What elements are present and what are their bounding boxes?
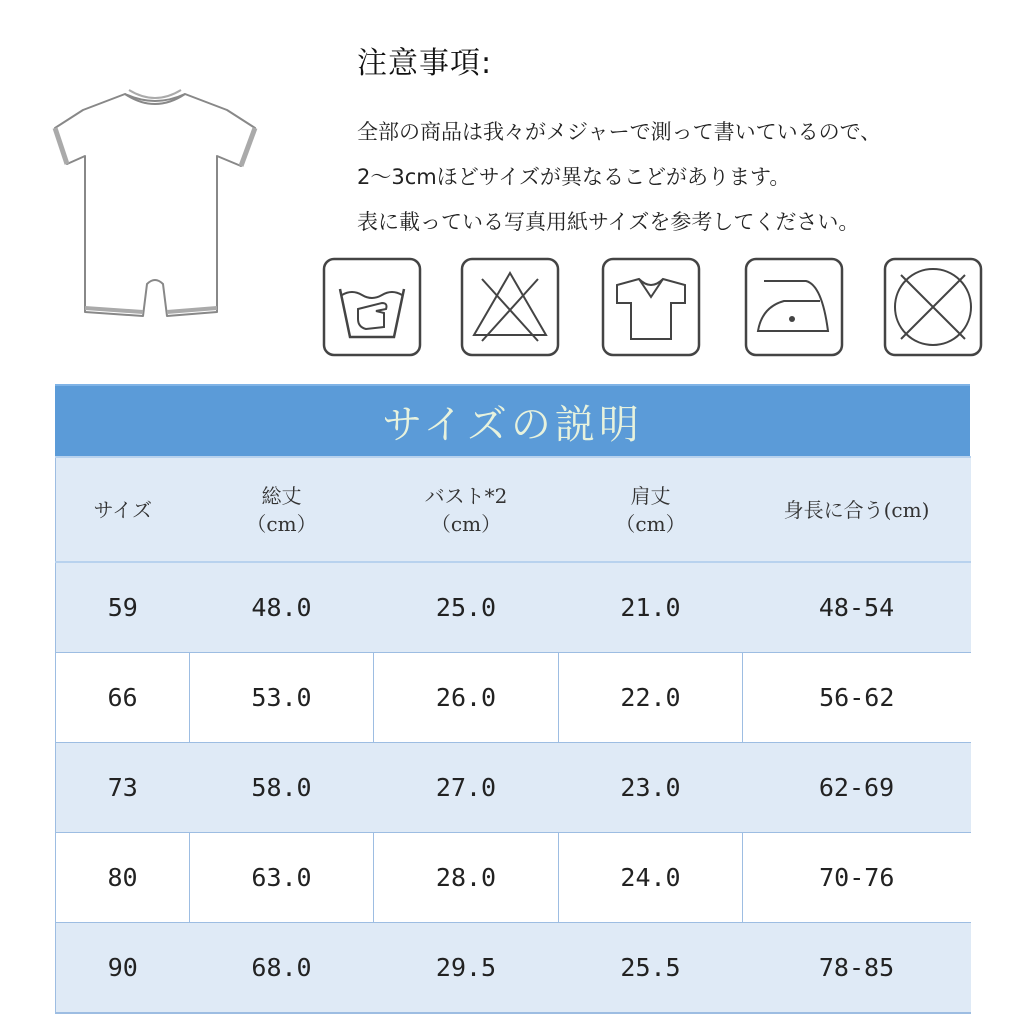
cell-bust: 27.0: [374, 743, 559, 833]
no-bleach-icon: [460, 257, 560, 357]
cell-shoulder: 21.0: [559, 562, 743, 653]
table-row: [56, 653, 971, 743]
cell-shoulder: 24.0: [559, 833, 743, 923]
romper-illustration: [45, 80, 265, 330]
cell-total-length: 53.0: [190, 653, 374, 743]
cell-size: 73: [56, 743, 190, 833]
cell-height-fit: 48-54: [743, 562, 971, 653]
cell-height-fit: 70-76: [743, 833, 971, 923]
cell-height-fit: 62-69: [743, 743, 971, 833]
cell-bust: 25.0: [374, 562, 559, 653]
header-size: サイズ: [56, 457, 190, 562]
header-bust: バスト*2 （cm）: [374, 457, 559, 562]
header-shoulder: 肩丈 （cm）: [559, 457, 743, 562]
cell-total-length: 63.0: [190, 833, 374, 923]
note-line-2: 2〜3cmほどサイズが異なるこどがあります。: [357, 165, 791, 189]
size-table: [55, 456, 971, 1014]
cell-bust: 29.5: [374, 923, 559, 1014]
table-row: [56, 562, 971, 653]
cell-height-fit: 78-85: [743, 923, 971, 1014]
cell-size: 80: [56, 833, 190, 923]
cell-size: 90: [56, 923, 190, 1014]
size-table-header-row: [56, 457, 971, 562]
cell-size: 66: [56, 653, 190, 743]
cell-size: 59: [56, 562, 190, 653]
header-height-fit: 身長に合う(cm): [743, 457, 971, 562]
note-line-1: 全部の商品は我々がメジャーで測って書いているので、: [357, 120, 882, 144]
header-total-length: 総丈 （cm）: [190, 457, 374, 562]
size-table-title: サイズの説明: [55, 384, 970, 456]
table-row: [56, 833, 971, 923]
cell-total-length: 68.0: [190, 923, 374, 1014]
hand-wash-icon: [322, 257, 422, 357]
note-line-3: 表に載っている写真用紙サイズを参考してください。: [357, 210, 860, 234]
cell-total-length: 48.0: [190, 562, 374, 653]
cell-shoulder: 25.5: [559, 923, 743, 1014]
table-row: [56, 743, 971, 833]
cell-total-length: 58.0: [190, 743, 374, 833]
cell-height-fit: 56-62: [743, 653, 971, 743]
notes-title: 注意事項:: [357, 46, 493, 81]
table-row: [56, 923, 971, 1014]
hang-dry-icon: [601, 257, 701, 357]
cell-shoulder: 22.0: [559, 653, 743, 743]
cell-bust: 28.0: [374, 833, 559, 923]
cell-bust: 26.0: [374, 653, 559, 743]
cell-shoulder: 23.0: [559, 743, 743, 833]
no-tumble-dry-icon: [883, 257, 983, 357]
size-table-section: [55, 384, 970, 1014]
iron-low-icon: [744, 257, 844, 357]
